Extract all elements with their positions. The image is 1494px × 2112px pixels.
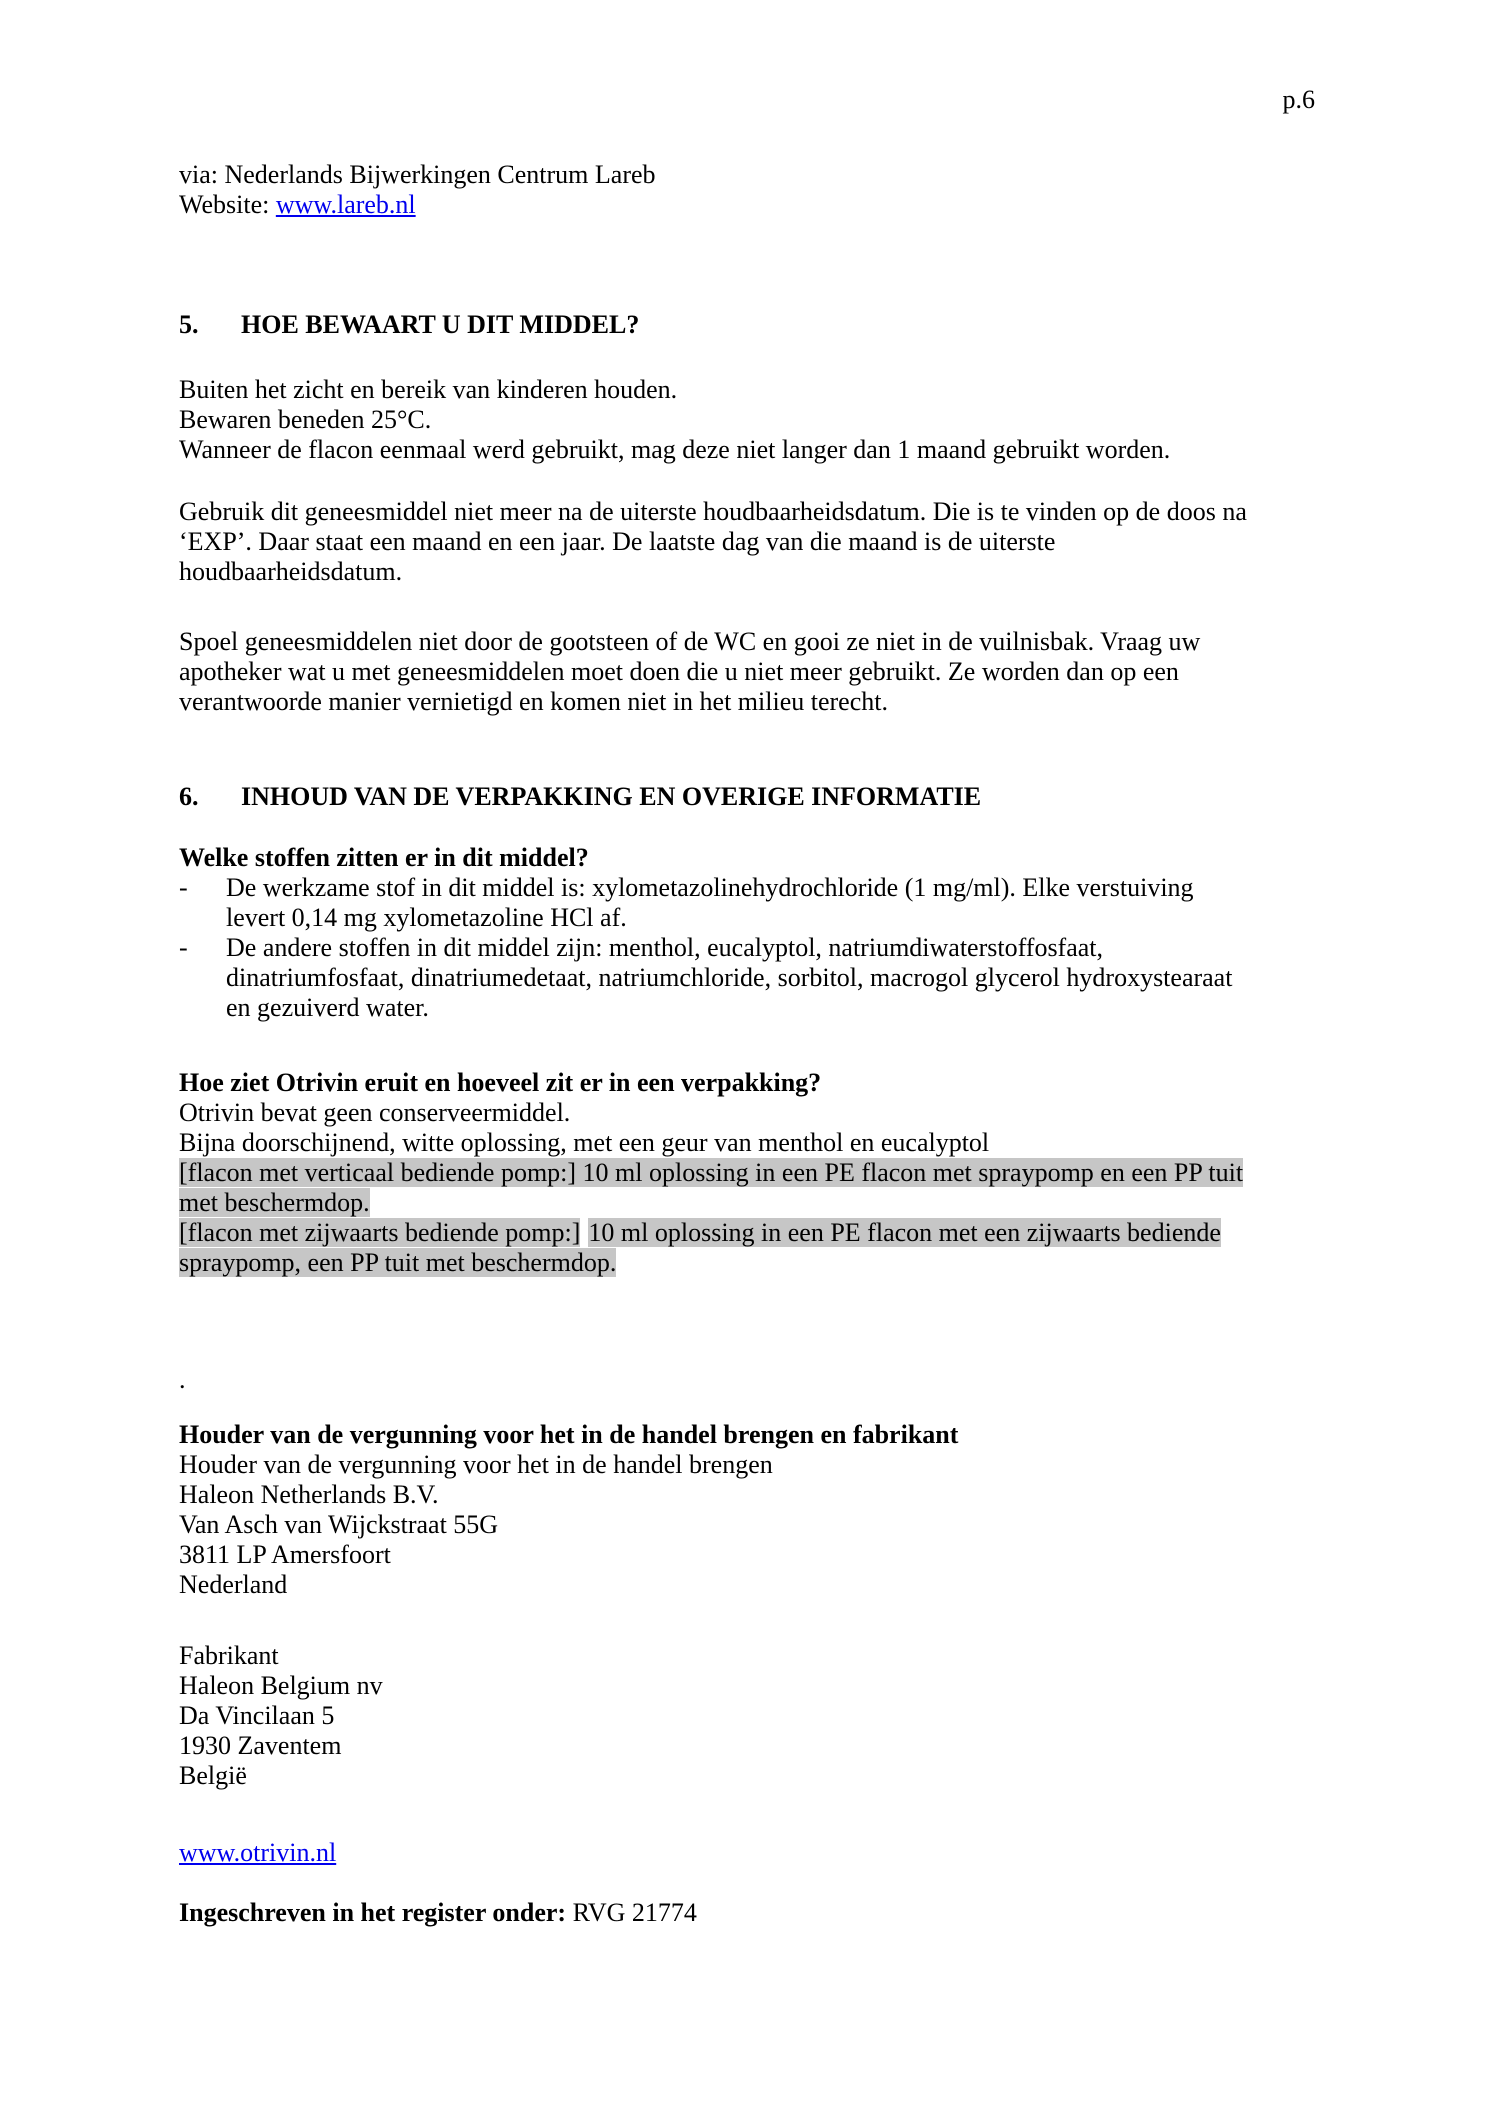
- composition-heading: Welke stoffen zitten er in dit middel?: [179, 843, 589, 872]
- pack-side-line: [179, 1218, 1494, 1248]
- pack-description: [179, 1158, 1494, 1278]
- disposal-paragraph: [179, 627, 1494, 717]
- register-value: RVG 21774: [566, 1898, 697, 1927]
- pack-side-line: [179, 1248, 1494, 1278]
- list-item: [179, 933, 1494, 963]
- license-heading: Houder van de vergunning voor het in de handel brengen en fabrikant: [179, 1420, 959, 1449]
- highlighted-text: 10 ml oplossing in een PE flacon met een zijwaarts bediende: [588, 1218, 1221, 1247]
- appearance-line: Bijna doorschijnend, witte oplossing, met een geur van menthol en eucalyptol: [179, 1128, 990, 1157]
- page-number: p.6: [1282, 85, 1315, 114]
- lareb-website-link[interactable]: www.lareb.nl: [275, 190, 416, 219]
- paragraph-line: verantwoorde manier vernietigd en komen niet in het milieu terecht.: [179, 687, 888, 716]
- section-6-heading: [179, 782, 1494, 812]
- appearance-line: Otrivin bevat geen conserveermiddel.: [179, 1098, 571, 1127]
- stray-period: .: [179, 1365, 186, 1394]
- paragraph-line: Wanneer de flacon eenmaal werd gebruikt, mag deze niet langer dan 1 maand gebruikt worden.: [179, 435, 1171, 464]
- pharmacovigilance-contact: [179, 160, 1494, 220]
- website-line: [179, 190, 1494, 220]
- list-item-text: De werkzame stof in dit middel is: xylometazolinehydrochloride (1 mg/ml). Elke verstuiving: [226, 873, 1194, 902]
- paragraph-line: Bewaren beneden 25°C.: [179, 405, 432, 434]
- section-5-heading: [179, 310, 1494, 340]
- appearance-heading: Hoe ziet Otrivin eruit en hoeveel zit er in een verpakking?: [179, 1068, 822, 1097]
- pack-vertical-line: [179, 1158, 1494, 1188]
- highlighted-text: spraypomp, een PP tuit met beschermdop.: [179, 1248, 617, 1277]
- address-line: Haleon Belgium nv: [179, 1671, 383, 1700]
- list-item-continuation: en gezuiverd water.: [226, 993, 429, 1022]
- highlighted-text: [flacon met zijwaarts bediende pomp:]: [179, 1218, 581, 1247]
- list-item: [179, 873, 1494, 903]
- section-6-number: 6.: [179, 782, 199, 811]
- via-line: via: Nederlands Bijwerkingen Centrum Lareb: [179, 160, 656, 189]
- highlighted-text: met beschermdop.: [179, 1188, 370, 1217]
- website-label: Website:: [179, 190, 276, 219]
- otrivin-website-line: [179, 1838, 1494, 1868]
- otrivin-website-link[interactable]: www.otrivin.nl: [179, 1838, 337, 1867]
- address-line: Fabrikant: [179, 1641, 279, 1670]
- expiry-paragraph: [179, 497, 1494, 587]
- address-line: Houder van de vergunning voor het in de handel brengen: [179, 1450, 773, 1479]
- address-line: Nederland: [179, 1570, 288, 1599]
- register-label: Ingeschreven in het register onder:: [179, 1898, 567, 1927]
- license-holder-block: [179, 1450, 1494, 1600]
- register-line: [179, 1898, 1494, 1928]
- storage-paragraph: [179, 375, 1494, 465]
- address-line: 3811 LP Amersfoort: [179, 1540, 391, 1569]
- list-item-continuation: dinatriumfosfaat, dinatriumedetaat, natriumchloride, sorbitol, macrogol glycerol hydroxystearaat: [226, 963, 1233, 992]
- paragraph-line: Buiten het zicht en bereik van kinderen houden.: [179, 375, 678, 404]
- address-line: Da Vincilaan 5: [179, 1701, 335, 1730]
- paragraph-line: Gebruik dit geneesmiddel niet meer na de uiterste houdbaarheidsdatum. Die is te vinden op de doos na: [179, 497, 1247, 526]
- pack-vertical-line: [179, 1188, 1494, 1218]
- address-line: 1930 Zaventem: [179, 1731, 342, 1760]
- highlighted-text: [flacon met verticaal bediende pomp:] 10 ml oplossing in een PE flacon met spraypomp en een PP tuit: [179, 1158, 1244, 1187]
- address-line: Van Asch van Wijckstraat 55G: [179, 1510, 499, 1539]
- bullet-marker: -: [179, 873, 188, 902]
- address-line: België: [179, 1761, 247, 1790]
- address-line: Haleon Netherlands B.V.: [179, 1480, 439, 1509]
- section-5-number: 5.: [179, 310, 199, 339]
- paragraph-line: houdbaarheidsdatum.: [179, 557, 403, 586]
- section-6-title: INHOUD VAN DE VERPAKKING EN OVERIGE INFORMATIE: [241, 782, 982, 811]
- manufacturer-block: [179, 1641, 1494, 1791]
- section-5-title: HOE BEWAART U DIT MIDDEL?: [241, 310, 640, 339]
- list-item-text: De andere stoffen in dit middel zijn: menthol, eucalyptol, natriumdiwaterstoffosfaat,: [226, 933, 1104, 962]
- list-item-continuation: levert 0,14 mg xylometazoline HCl af.: [226, 903, 627, 932]
- page-content: [0, 160, 1494, 1928]
- paragraph-line: apotheker wat u met geneesmiddelen moet doen die u niet meer gebruikt. Ze worden dan op een: [179, 657, 1179, 686]
- paragraph-line: ‘EXP’. Daar staat een maand en een jaar. De laatste dag van die maand is de uiterste: [179, 527, 1056, 556]
- composition-list: [179, 873, 1494, 1023]
- bullet-marker: -: [179, 933, 188, 962]
- paragraph-line: Spoel geneesmiddelen niet door de gootsteen of de WC en gooi ze niet in de vuilnisbak. Vraag uw: [179, 627, 1201, 656]
